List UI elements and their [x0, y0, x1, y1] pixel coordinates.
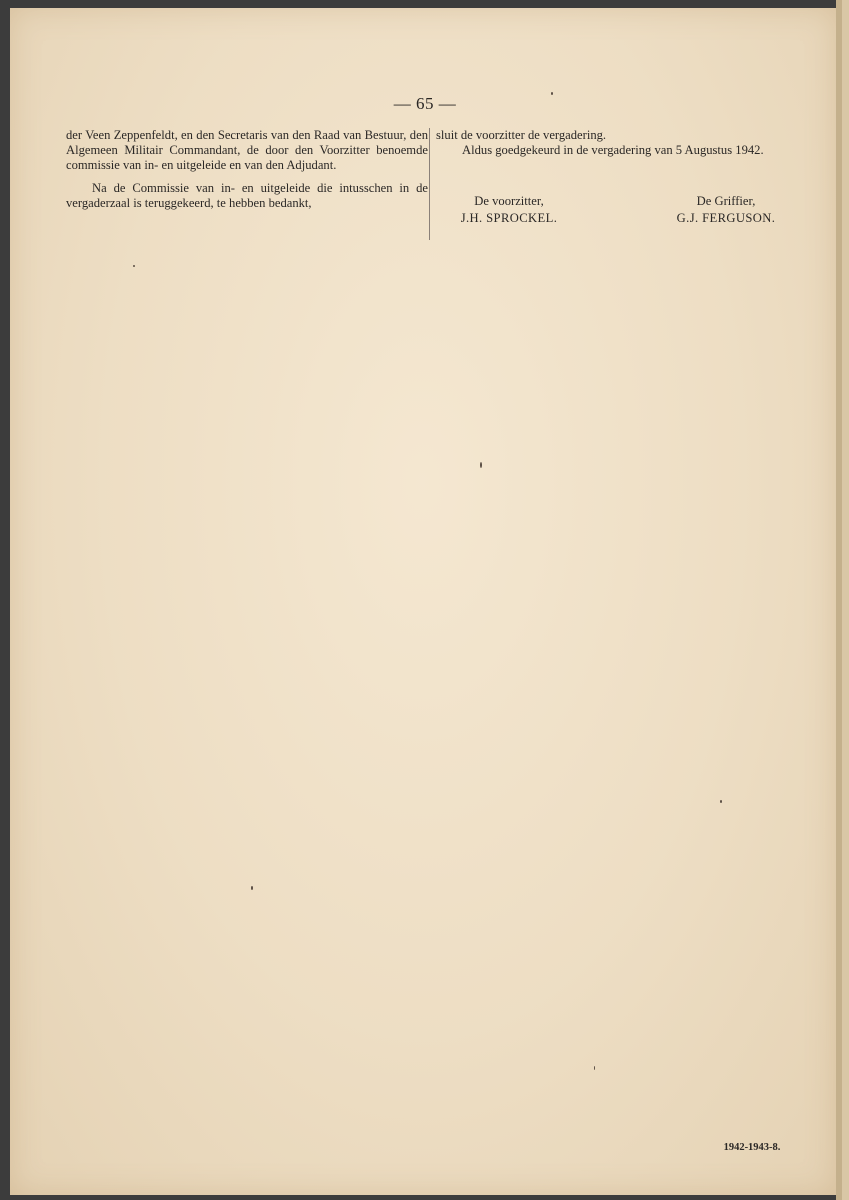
signature-griffier — [658, 193, 794, 227]
column-divider — [429, 128, 430, 240]
left-column — [66, 128, 428, 211]
paragraph: der Veen Zeppenfeldt, en den Secretaris van den Raad van Bestuur, den Algemeen Militair Commandant, de door den Voorzitter benoemde commissie van in- en uitgeleide en van den Adjudant. — [66, 128, 428, 173]
signature-voorzitter — [444, 193, 574, 227]
paper-speck — [480, 462, 482, 468]
signature-name: J.H. SPROCKEL. — [460, 211, 558, 225]
paragraph: Aldus goedgekeurd in de vergadering van 5 Augustus 1942. — [462, 143, 764, 158]
paper-speck — [251, 886, 253, 890]
page-edge — [836, 0, 849, 1200]
paper-speck — [551, 92, 553, 95]
paper-speck — [594, 1066, 595, 1070]
paper-speck — [720, 800, 722, 803]
paper-speck — [133, 265, 135, 267]
signature-name: G.J. FERGUSON. — [676, 211, 776, 225]
footer-code: 1942-1943-8. — [723, 1142, 781, 1153]
paragraph: sluit de voorzitter de vergadering. — [436, 128, 607, 142]
signature-title: De Griffier, — [696, 194, 756, 208]
page-number: — 65 — — [393, 94, 457, 113]
paragraph: Na de Commissie van in- en uitgeleide die intusschen in de vergaderzaal is teruggekeerd, te hebben bedankt, — [66, 180, 428, 210]
right-column — [436, 128, 794, 158]
signature-title: De voorzitter, — [474, 194, 544, 208]
